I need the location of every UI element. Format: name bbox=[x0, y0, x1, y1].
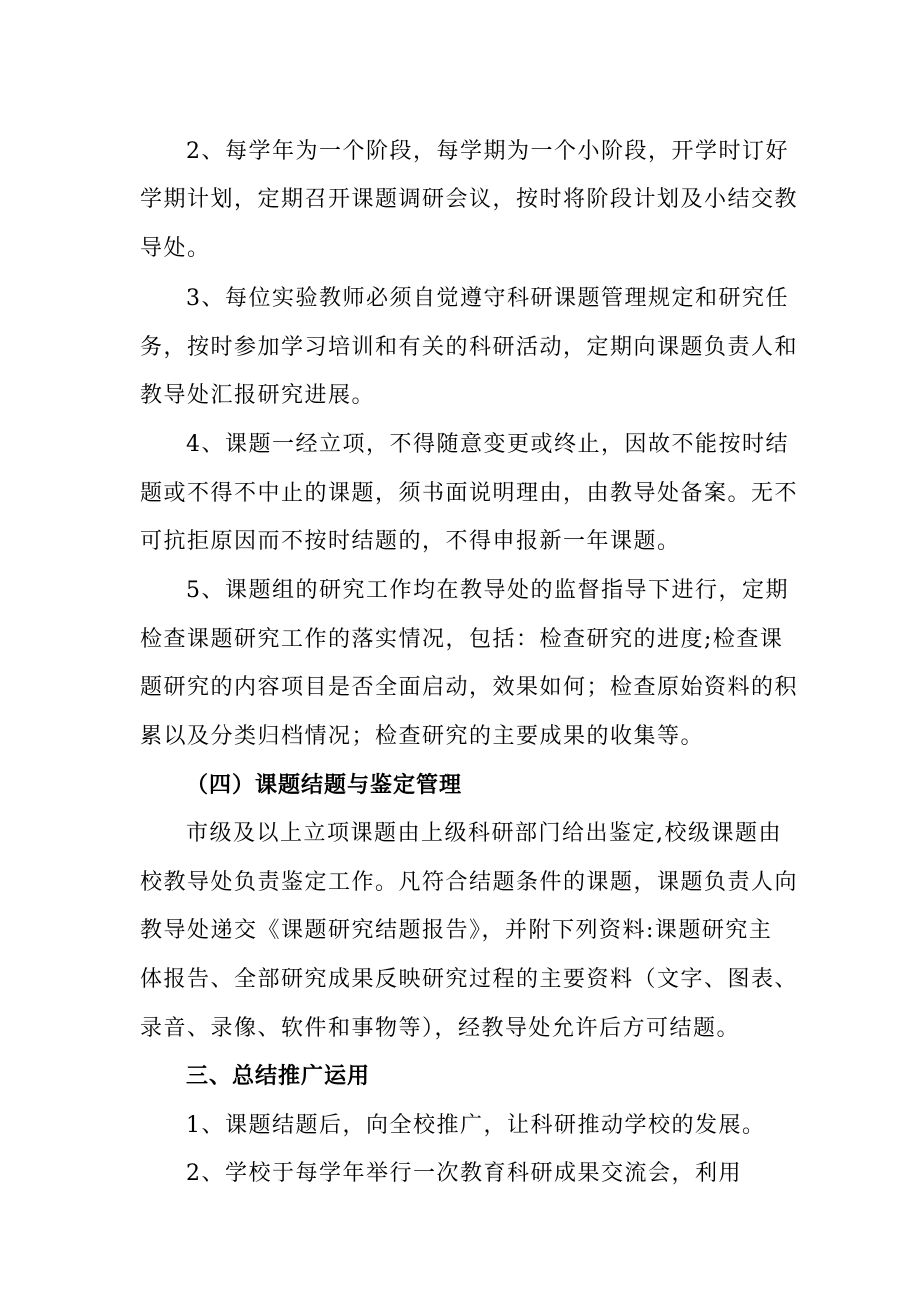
paragraph-5-line-1: 5、课题组的研究工作均在教导处的监督指导下进行，定期 bbox=[186, 578, 789, 603]
paragraph-5-line-4: 累以及分类归档情况；检查研究的主要成果的收集等。 bbox=[140, 724, 705, 749]
appraisal-paragraph-line-5: 录音、录像、软件和事物等），经教导处允许后方可结题。 bbox=[140, 1016, 741, 1041]
paragraph-5-line-2: 检查课题研究工作的落实情况，包括：检查研究的进度;检查课 bbox=[140, 627, 784, 652]
paragraph-2-line-3: 导处。 bbox=[140, 236, 211, 261]
paragraph-4-line-3: 可抗拒原因而不按时结题的，不得申报新一年课题。 bbox=[140, 529, 681, 554]
paragraph-3-line-2: 务，按时参加学习培训和有关的科研活动，定期向课题负责人和 bbox=[140, 335, 799, 360]
paragraph-2-line-1: 2、每学年为一个阶段，每学期为一个小阶段，开学时订好 bbox=[186, 139, 789, 164]
appraisal-paragraph-line-2: 校教导处负责鉴定工作。凡符合结题条件的课题，课题负责人向 bbox=[140, 870, 799, 895]
paragraph-3-line-3: 教导处汇报研究进展。 bbox=[140, 383, 376, 408]
section-heading-3: 三、总结推广运用 bbox=[186, 1064, 371, 1089]
appraisal-paragraph-line-1: 市级及以上立项课题由上级科研部门给出鉴定,校级课题由 bbox=[186, 821, 782, 846]
paragraph-4-line-2: 题或不得不中止的课题，须书面说明理由，由教导处备案。无不 bbox=[140, 481, 799, 506]
appraisal-paragraph-line-3: 教导处递交《课题研究结题报告》，并附下列资料:课题研究主 bbox=[140, 918, 773, 943]
section-heading-4: （四）课题结题与鉴定管理 bbox=[186, 773, 463, 798]
paragraph-3-line-1: 3、每位实验教师必须自觉遵守科研课题管理规定和研究任 bbox=[186, 286, 789, 311]
summary-item-1: 1、课题结题后，向全校推广，让科研推动学校的发展。 bbox=[186, 1113, 766, 1138]
appraisal-paragraph-line-4: 体报告、全部研究成果反映研究过程的主要资料（文字、图表、 bbox=[140, 967, 799, 992]
paragraph-2-line-2: 学期计划，定期召开课题调研会议，按时将阶段计划及小结交教 bbox=[140, 187, 799, 212]
paragraph-4-line-1: 4、课题一经立项，不得随意变更或终止，因故不能按时结 bbox=[186, 432, 789, 457]
paragraph-5-line-3: 题研究的内容项目是否全面启动，效果如何；检查原始资料的积 bbox=[140, 675, 799, 700]
summary-item-2: 2、学校于每学年举行一次教育科研成果交流会，利用 bbox=[186, 1161, 742, 1186]
